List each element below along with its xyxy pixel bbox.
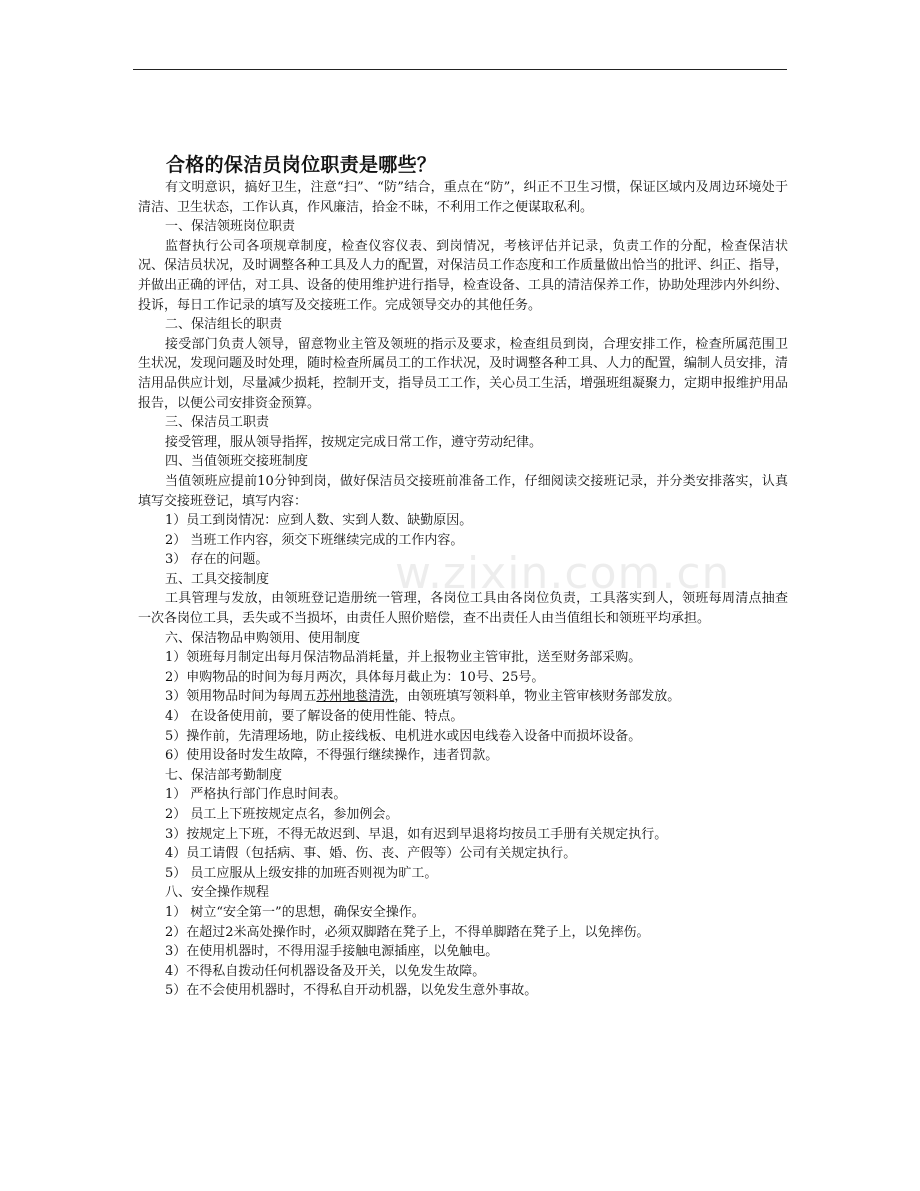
- list-item: 2） 当班工作内容，须交下班继续完成的工作内容。: [165, 532, 464, 548]
- section-paragraph: 监督执行公司各项规章制度，检查仪容仪表、到岗情况，考核评估并记录，负责工作的分配，检查保洁状况、保洁员状况，及时调整各种工具及人力的配置，对保洁员工作态度和工作质量做出恰当的批评、纠正、指导，并做出正确的评估，对工具、设备的使用维护进行指导，检查设备、工具的清洁保养工作，协助处理涉内外纠纷、投诉，每日工作记录的填写及交接班工作。完成领导交办的其他任务。: [138, 238, 789, 313]
- section-paragraph: 接受管理，服从领导指挥，按规定完成日常工作，遵守劳动纪律。: [165, 434, 543, 450]
- list-item: 3） 存在的问题。: [165, 552, 269, 568]
- list-item: 3）按规定上下班，不得无故迟到、早退，如有迟到早退将均按员工手册有关规定执行。: [165, 826, 668, 842]
- section-heading: 八、安全操作规程: [165, 885, 270, 901]
- section-heading: 三、保洁员工职责: [165, 415, 270, 431]
- list-item: 5）操作前，先清理场地，防止接线板、电机进水或因电线卷入设备中而损坏设备。: [165, 728, 642, 744]
- list-item-text: ，由领班填写领料单，物业主管审核财务部发放。: [394, 689, 681, 705]
- watermark: w.zixin.com.cn: [395, 548, 731, 599]
- list-item: 2） 员工上下班按规定点名，参加例会。: [165, 807, 399, 822]
- section-heading: 一、保洁领班岗位职责: [165, 219, 296, 235]
- list-item-text: 3）领用物品时间为每周五: [165, 689, 317, 705]
- intro-paragraph: 有文明意识，搞好卫生，注意“扫”、“防”结合，重点在“防”，纠正不卫生习惯，保证区域内及周边环境处于清洁、卫生状态，工作认真，作风廉洁，拾金不昧，不利用工作之便谋取私利。: [138, 180, 788, 215]
- list-item: 2）在超过2米高处操作时，必须双脚踏在凳子上，不得单脚踏在凳子上，以免摔伤。: [165, 924, 650, 940]
- inline-link[interactable]: 苏州地毯清洗: [316, 689, 395, 705]
- list-item: 4）不得私自拨动任何机器设备及开关，以免发生故障。: [165, 963, 486, 979]
- list-item: 1）员工到岗情况：应到人数、实到人数、缺勤原因。: [165, 513, 473, 529]
- list-item: 1） 严格执行部门作息时间表。: [165, 787, 347, 803]
- section-paragraph: 接受部门负责人领导，留意物业主管及领班的指示及要求，检查组员到岗，合理安排工作，检查所属范围卫生状况，发现问题及时处理，随时检查所属员工的工作状况，及时调整各种工具、人力的配置，编制人员安排，清洁用品供应计划，尽量减少损耗，控制开支，指导员工工作，关心员工生活，增强班组凝聚力，定期申报维护用品报告，以便公司安排资金预算。: [138, 336, 789, 411]
- section-paragraph: 工具管理与发放，由领班登记造册统一管理，各岗位工具由各岗位负责，工具落实到人，领班每周清点抽查一次各岗位工具，丢失或不当损坏，由责任人照价赔偿，查不出责任人由当值组长和领班平均承担。: [138, 591, 788, 627]
- section-heading: 六、保洁物品申购领用、使用制度: [165, 630, 361, 646]
- list-item: 4） 在设备使用前，要了解设备的使用性能、特点。: [165, 709, 464, 725]
- list-item-with-link: [138, 687, 788, 707]
- document-body: [138, 152, 788, 1001]
- list-item: 2）申购物品的时间为每月两次，具体每月截止为：10号、25号。: [165, 669, 545, 685]
- section-heading: 二、保洁组长的职责: [165, 317, 283, 333]
- list-item: 5） 员工应服从上级安排的加班否则视为旷工。: [165, 865, 438, 881]
- section-heading: 四、当值领班交接班制度: [165, 454, 309, 470]
- section-heading: 五、工具交接制度: [165, 571, 270, 587]
- list-item: 3）在使用机器时，不得用湿手接触电源插座，以免触电。: [165, 944, 499, 960]
- list-item: 5）在不会使用机器时，不得私自开动机器，以免发生意外事故。: [165, 983, 538, 999]
- list-item: 4）员工请假（包括病、事、婚、伤、丧、产假等）公司有关规定执行。: [165, 846, 577, 862]
- section-heading: 七、保洁部考勤制度: [165, 767, 283, 783]
- list-item: 6）使用设备时发生故障，不得强行继续操作，违者罚款。: [165, 748, 499, 764]
- page-title: 合格的保洁员岗位职责是哪些？: [166, 154, 437, 176]
- header-rule: [133, 69, 787, 70]
- list-item: 1）领班每月制定出每月保洁物品消耗量，并上报物业主管审批，送至财务部采购。: [165, 650, 642, 666]
- section-paragraph: 当值领班应提前10分钟到岗，做好保洁员交接班前准备工作，仔细阅读交接班记录，并分类安排落实，认真填写交接班登记，填写内容：: [138, 473, 788, 509]
- list-item: 1） 树立“安全第一”的思想，确保安全操作。: [165, 904, 425, 920]
